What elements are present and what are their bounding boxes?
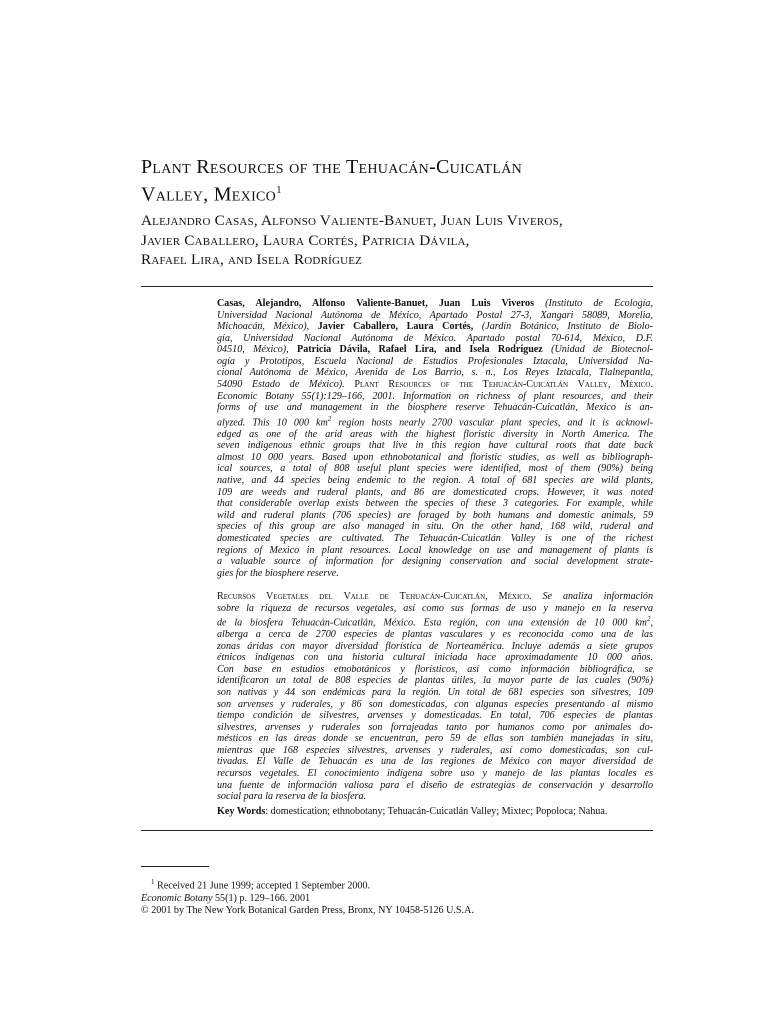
keywords-label: Key Words xyxy=(217,806,266,817)
title-footnote-mark: 1 xyxy=(276,184,282,196)
top-divider xyxy=(141,286,653,287)
abstract-es-line: son arvenses y ruderales, y 86 son domesticadas, con algunas especies presentando al mismo xyxy=(217,698,653,710)
abstract-en-line: species of this group are also managed in situ. On the other hand, 168 wild, ruderal and xyxy=(217,521,653,533)
abstract-en-line: ical sources, a total of 808 useful plant species were identified, most of them (90%) being xyxy=(217,463,653,475)
footnote-divider xyxy=(141,866,209,867)
abstract-en-line: 109 are weeds and ruderal plants, and 86 are domesticated crops. However, it was noted xyxy=(217,486,653,498)
abstract-en-line: cional Autónoma de México, Avenida de Los Barrio, s. n., Los Reyes Iztacala, Tlalnepantla, xyxy=(217,367,653,379)
abstract-en-line: gía, Universidad Nacional Autónoma de México. Apartado postal 70-614, México, D.F. xyxy=(217,332,653,344)
footnote-copyright: © 2001 by The New York Botanical Garden Press, Bronx, NY 10458-5126 U.S.A. xyxy=(141,905,474,917)
abstract-es-line: Recursos Vegetales del Valle de Tehuacán-Cuicatlán, México. Se analiza información xyxy=(217,591,653,602)
footnote-journal: Economic Botany 55(1) p. 129–166. 2001 xyxy=(141,892,311,904)
abstract-es-line: étnicos indígenas con una historia cultural iniciada hace aproximadamente 10 000 años. xyxy=(217,652,653,664)
abstract-en-line: Universidad Nacional Autónoma de México, Apartado Postal 27-3, Xangari 58089, Morelia, xyxy=(217,309,653,321)
abstract-es-line: de la biosfera Tehuacán-Cuicatlán, México. Esta región, con una extensión de 10 000 $km^2$, xyxy=(217,615,653,629)
abstract-es-line: sobre la riqueza de recursos vegetales, así como sus formas de uso y manejo en la reserva xyxy=(217,602,653,614)
abstract-es-line: Con base en estudios etnobotánicos y florísticos, así como información bibliográfica, se xyxy=(217,663,653,675)
abstract-en-line: domesticated species are cultivated. The Tehuacán-Cuicatlán Valley is one of the richest xyxy=(217,532,653,544)
author-line-2: Javier Caballero, Laura Cortés, Patricia Dávila, xyxy=(141,231,470,249)
abstract-en-line: Economic Botany 55(1):129–166, 2001. Information on richness of plant resources, and their xyxy=(217,390,653,402)
author-line-3: Rafael Lira, and Isela Rodríguez xyxy=(141,251,363,268)
abstract-en-line: 54090 Estado de México). Plant Resources of the Tehuacán-Cuicatlán Valley, México. xyxy=(217,379,653,391)
abstract-en-line: that considerable overlap exists between the species of these 3 categories. For example, while xyxy=(217,498,653,510)
abstract-es-line: tiempo condición de silvestres, arvenses y domesticadas. En total, 706 especies de plantas xyxy=(217,710,653,722)
abstract-en-line: a valuable source of information for designing conservation and social development strate- xyxy=(217,556,653,568)
abstract-en-line: seven indigenous ethnic groups that live in this region have cultural roots that date back xyxy=(217,440,653,452)
title-line-1: Plant Resources of the Tehuacán-Cuicatlán xyxy=(141,156,523,178)
author-list xyxy=(141,211,661,270)
abstract-es-line: tivadas. El Valle de Tehuacán es una de las regiones de México con mayor diversidad de xyxy=(217,756,653,768)
abstract-en-line: almost 10 000 years. Based upon ethnobotanical and floristic studies, as well as bibliograph- xyxy=(217,451,653,463)
abstract-english xyxy=(217,298,653,579)
abstract-es-line: son nativas y 44 son endémicas para la región. Un total de 681 especies son silvestres, 109 xyxy=(217,686,653,698)
abstract-spanish xyxy=(217,591,653,803)
abstract-en-line: alyzed. This 10 000 $km^2$ region hosts nearly 2700 vascular plant species, and it is acknowl- xyxy=(217,414,653,429)
bottom-divider xyxy=(141,830,653,831)
abstract-en-line: ogía y Prototipos, Escuela Nacional de Estudios Profesionales Iztacala, Universidad Na- xyxy=(217,355,653,367)
abstract-en-line: gies for the biosphere reserve. xyxy=(217,567,339,579)
abstract-es-line: una fuente de información valiosa para el diseño de estrategias de conservación y desarrollo xyxy=(217,779,653,791)
abstract-es-line: identificaron un total de 808 especies de plantas útiles, la mayor parte de las cuales (90%) xyxy=(217,675,653,687)
abstract-es-line: alberga a cerca de 2700 especies de plantas vasculares y es reconocida como una de las xyxy=(217,629,653,641)
abstract-en-line: 04510, México), Patricia Dávila, Rafael Lira, and Isela Rodríguez (Unidad de Biotecnol- xyxy=(217,344,654,356)
abstract-es-line: mésticos en las áreas donde se encuentran, pero 59 de ellas son también manejadas in situ, xyxy=(217,733,653,745)
abstract-en-line: native, and 44 species being endemic to the region. A total of 681 species are wild plants, xyxy=(217,475,653,487)
abstract-es-line: social para la reserva de la biosfera. xyxy=(217,791,367,803)
abstract-en-line: wild and ruderal plants (706 species) are foraged by both humans and domestic animals, 59 xyxy=(217,509,653,521)
abstract-en-line: forms of use and management in the biosphere reserve Tehuacán-Cuicatlán, Mexico is an- xyxy=(217,402,653,414)
author-line-1: Alejandro Casas, Alfonso Valiente-Banuet, Juan Luis Viveros, xyxy=(141,212,563,229)
abstract-es-line: recursos vegetales. El conocimiento indígena sobre uso y manejo de las plantas locales es xyxy=(217,768,653,780)
abstract-en-line: Casas, Alejandro, Alfonso Valiente-Banuet, Juan Luis Viveros (Instituto de Ecología, xyxy=(217,298,653,309)
footnote-received: $^1$ Received 21 June 1999; accepted 1 September 2000. xyxy=(151,878,371,892)
abstract-es-line: silvestres, arvenses y ruderales son forrajeadas tanto por humanos como por animales do- xyxy=(217,721,653,733)
paper-title xyxy=(141,156,661,207)
abstract-en-line: edged as one of the arid areas with the highest floristic diversity in North America. The xyxy=(217,428,653,440)
abstract-es-line: mientras que 168 especies silvestres, arvenses y ruderales, así como domesticadas, son cul- xyxy=(217,744,653,756)
keywords-text: : domestication; ethnobotany; Tehuacán-Cuicatlán Valley; Mixtec; Popoloca; Nahua. xyxy=(265,806,608,817)
abstract-es-line: zonas áridas con mayor diversidad florística de Norteamérica. Incluye además a siete grupos xyxy=(217,640,653,652)
keywords xyxy=(217,806,657,818)
title-line-2: Valley, Mexico xyxy=(141,183,277,206)
abstract-en-line: regions of Mexico in plant resources. Local knowledge on use and management of plants is xyxy=(217,544,653,556)
footnotes xyxy=(141,876,661,918)
abstract-en-line: Michoacán, México), Javier Caballero, Laura Cortés, (Jardín Botánico, Instituto de Biolo- xyxy=(217,321,654,333)
